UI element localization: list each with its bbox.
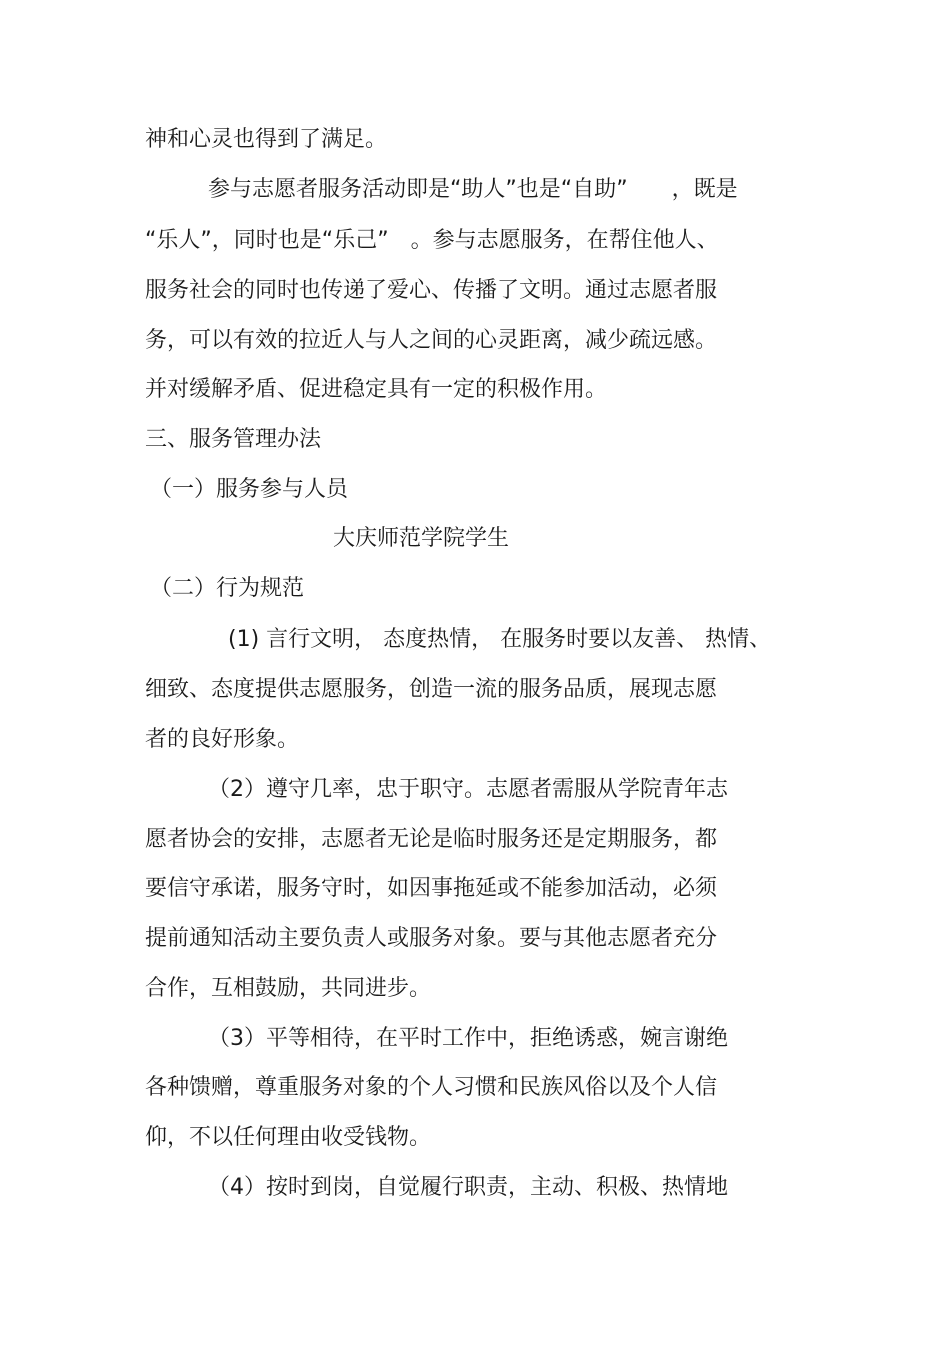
paragraph-line: 愿者协会的安排，志愿者无论是临时服务还是定期服务，都 [145,827,718,852]
paragraph-line: （3）平等相待，在平时工作中，拒绝诱惑，婉言谢绝 [208,1026,728,1051]
paragraph-line: 要信守承诺，服务守时，如因事拖延或不能参加活动，必须 [145,876,718,901]
paragraph-line: 参与志愿者服务活动即是“助人”也是“自助” ，既是 [208,177,738,202]
paragraph-line: 务，可以有效的拉近人与人之间的心灵距离，减少疏远感。 [145,328,718,353]
paragraph-line: 细致、态度提供志愿服务，创造一流的服务品质，展现志愿 [145,677,718,702]
paragraph-line: (1) 言行文明， 态度热情， 在服务时要以友善、 热情、 [228,627,772,652]
participants-text: 大庆师范学院学生 [333,526,510,551]
section-heading: 三、服务管理办法 [145,427,322,452]
paragraph-line: “乐人”，同时也是“乐己” 。参与志愿服务，在帮住他人、 [145,228,719,253]
paragraph-line: （4）按时到岗，自觉履行职责，主动、积极、热情地 [208,1175,728,1200]
paragraph-line: （2）遵守几率，忠于职守。志愿者需服从学院青年志 [208,777,728,802]
subsection-heading: （一）服务参与人员 [150,477,349,502]
paragraph-line: 各种馈赠，尊重服务对象的个人习惯和民族风俗以及个人信 [145,1075,718,1100]
paragraph-line: 服务社会的同时也传递了爱心、传播了文明。通过志愿者服 [145,278,718,303]
paragraph-line: 者的良好形象。 [145,727,300,752]
paragraph-line: 合作，互相鼓励，共同进步。 [145,976,432,1001]
paragraph-line: 神和心灵也得到了满足。 [145,127,388,152]
paragraph-line: 仰，不以任何理由收受钱物。 [145,1125,432,1150]
paragraph-line: 并对缓解矛盾、促进稳定具有一定的积极作用。 [145,377,608,402]
subsection-heading: （二）行为规范 [150,576,305,601]
paragraph-line: 提前通知活动主要负责人或服务对象。要与其他志愿者充分 [145,926,718,951]
